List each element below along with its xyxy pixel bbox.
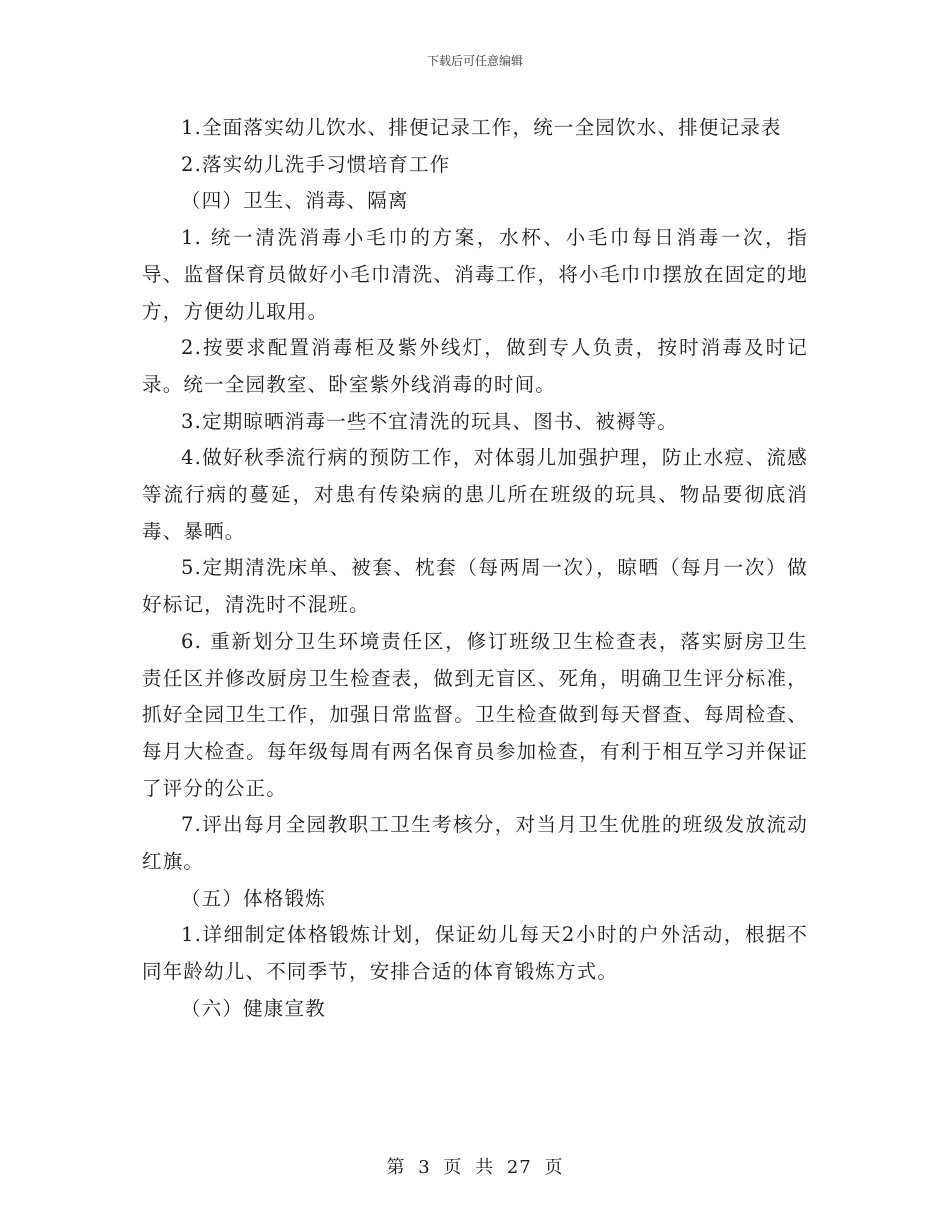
paragraph: 2.落实幼儿洗手习惯培育工作 [181,152,451,176]
section-heading: （六）健康宣教 [181,996,326,1020]
paragraph: 5.定期清洗床单、被套、枕套（每两周一次），晾晒（每月一次）做好标记，清洗时不混班。 [142,556,808,617]
paragraph: 1.详细制定体格锻炼计划，保证幼儿每天2小时的户外活动，根据不同年龄幼儿、不同季节，安排合适的体育锻炼方式。 [142,923,808,984]
page-header: 下载后可任意编辑 [426,54,523,68]
paragraph: 4.做好秋季流行病的预防工作，对体弱儿加强护理，防止水痘、流感等流行病的蔓延，对患有传染病的患儿所在班级的玩具、物品要彻底消毒、暴晒。 [142,446,808,543]
paragraph: 7.评出每月全园教职工卫生考核分，对当月卫生优胜的班级发放流动红旗。 [142,813,808,874]
page-number: 第 3 页 共 27 页 [386,1157,564,1178]
section-heading: （五）体格锻炼 [181,886,326,910]
section-heading: （四）卫生、消毒、隔离 [181,189,409,213]
paragraph: 1. 统一清洗消毒小毛巾的方案，水杯、小毛巾每日消毒一次，指导、监督保育员做好小毛巾清洗、消毒工作，将小毛巾巾摆放在固定的地方，方便幼儿取用。 [142,226,808,323]
paragraph: 2.按要求配置消毒柜及紫外线灯，做到专人负责，按时消毒及时记录。统一全园教室、卧室紫外线消毒的时间。 [142,336,808,396]
paragraph: 1.全面落实幼儿饮水、排便记录工作，统一全园饮水、排便记录表 [181,116,782,139]
document-body [142,110,808,1028]
paragraph: 6. 重新划分卫生环境责任区，修订班级卫生检查表，落实厨房卫生责任区并修改厨房卫生检查表，做到无盲区、死角，明确卫生评分标准，抓好全园卫生工作，加强日常监督。卫生检查做到每天督查、每周检查、每月大检查。每年级每周有两名保育员参加检查，有利于相互学习并保证了评分的公正。 [142,629,808,800]
paragraph: 3.定期晾晒消毒一些不宜清洗的玩具、图书、被褥等。 [181,409,679,433]
